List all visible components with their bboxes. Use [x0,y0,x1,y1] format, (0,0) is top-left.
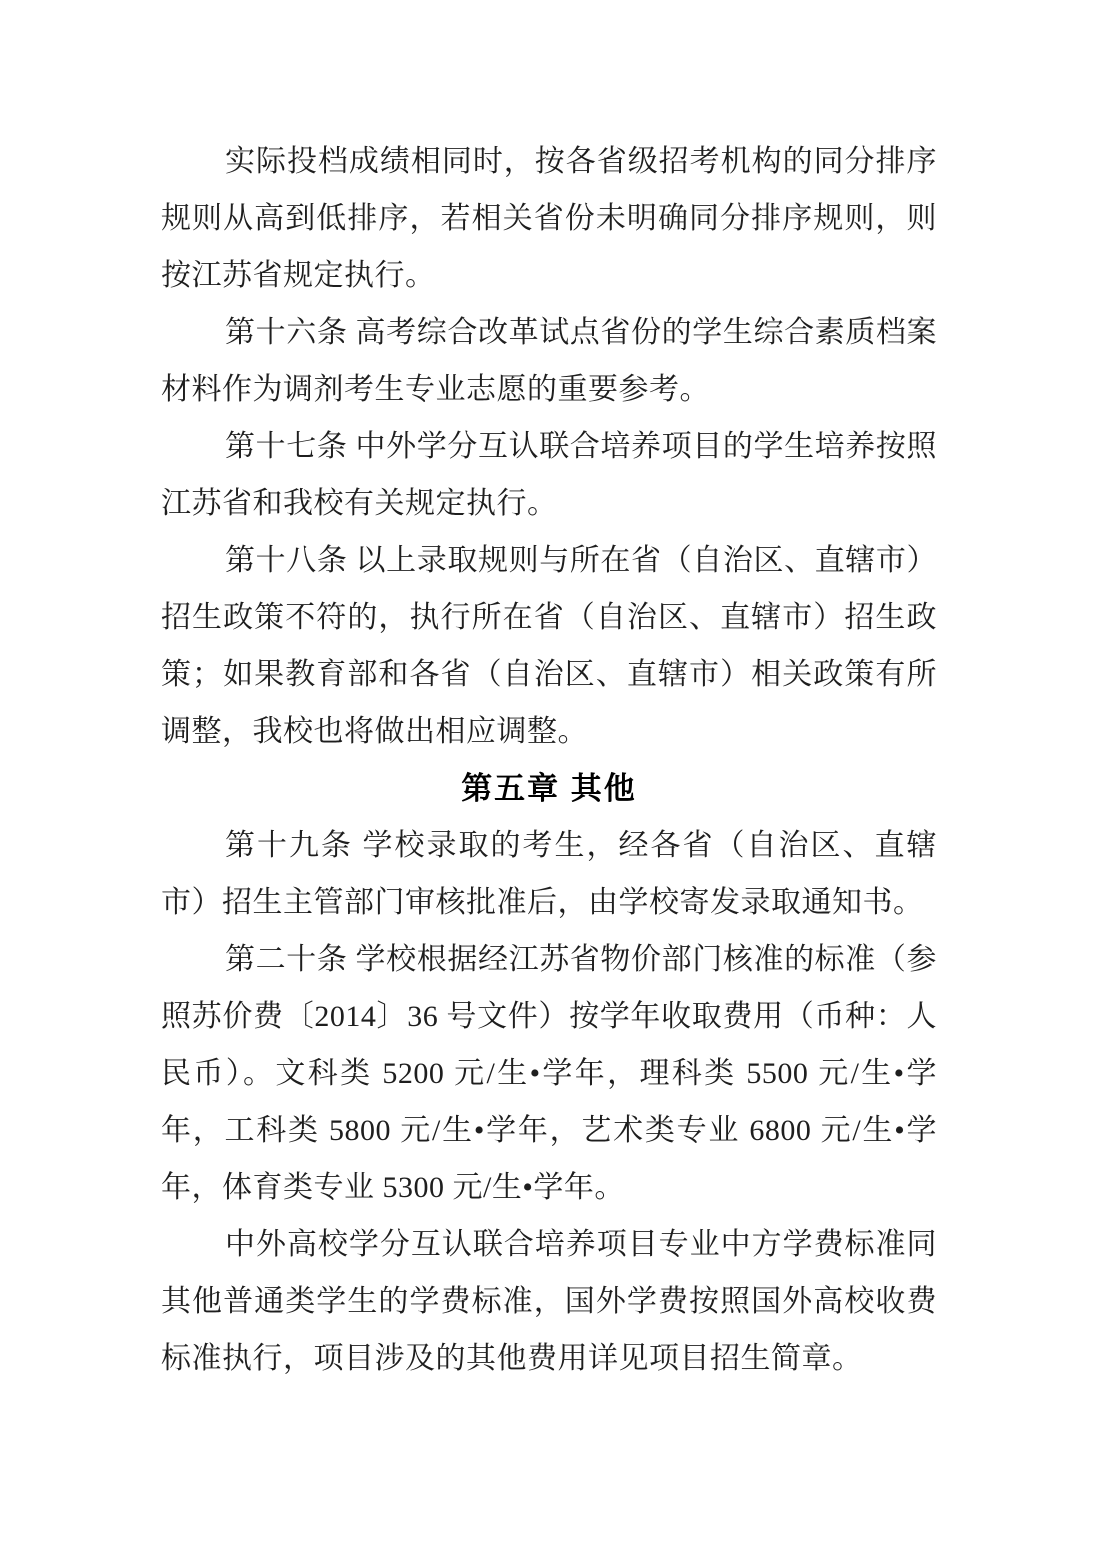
document-content [161,133,937,1387]
paragraph-article-19: 第十九条 学校录取的考生，经各省（自治区、直辖市）招生主管部门审核批准后，由学校寄发录取通知书。 [161,829,937,919]
paragraph-joint-program-tuition-note: 中外高校学分互认联合培养项目专业中方学费标准同其他普通类学生的学费标准，国外学费按照国外高校收费标准执行，项目涉及的其他费用详见项目招生简章。 [161,1228,937,1375]
paragraph-article-17: 第十七条 中外学分互认联合培养项目的学生培养按照江苏省和我校有关规定执行。 [161,430,937,520]
paragraph-article-16: 第十六条 高考综合改革试点省份的学生综合素质档案材料作为调剂考生专业志愿的重要参考。 [161,316,937,406]
paragraph-article-18: 第十八条 以上录取规则与所在省（自治区、直辖市）招生政策不符的，执行所在省（自治区、直辖市）招生政策；如果教育部和各省（自治区、直辖市）相关政策有所调整，我校也将做出相应调整。 [161,544,937,748]
paragraph-tiebreak-rule-continuation: 实际投档成绩相同时，按各省级招考机构的同分排序规则从高到低排序，若相关省份未明确同分排序规则，则按江苏省规定执行。 [161,145,937,292]
paragraph-article-20-tuition: 第二十条 学校根据经江苏省物价部门核准的标准（参照苏价费〔2014〕36 号文件）按学年收取费用（币种：人民币）。文科类 5200 元/生•学年，理科类 5500 元/生•学年，工科类 5800 元/生•学年，艺术类专业 6800 元/生•学年，体育类专业 5300 元/生•学年。 [161,943,937,1204]
chapter-5-heading: 第五章 其他 [461,771,637,806]
